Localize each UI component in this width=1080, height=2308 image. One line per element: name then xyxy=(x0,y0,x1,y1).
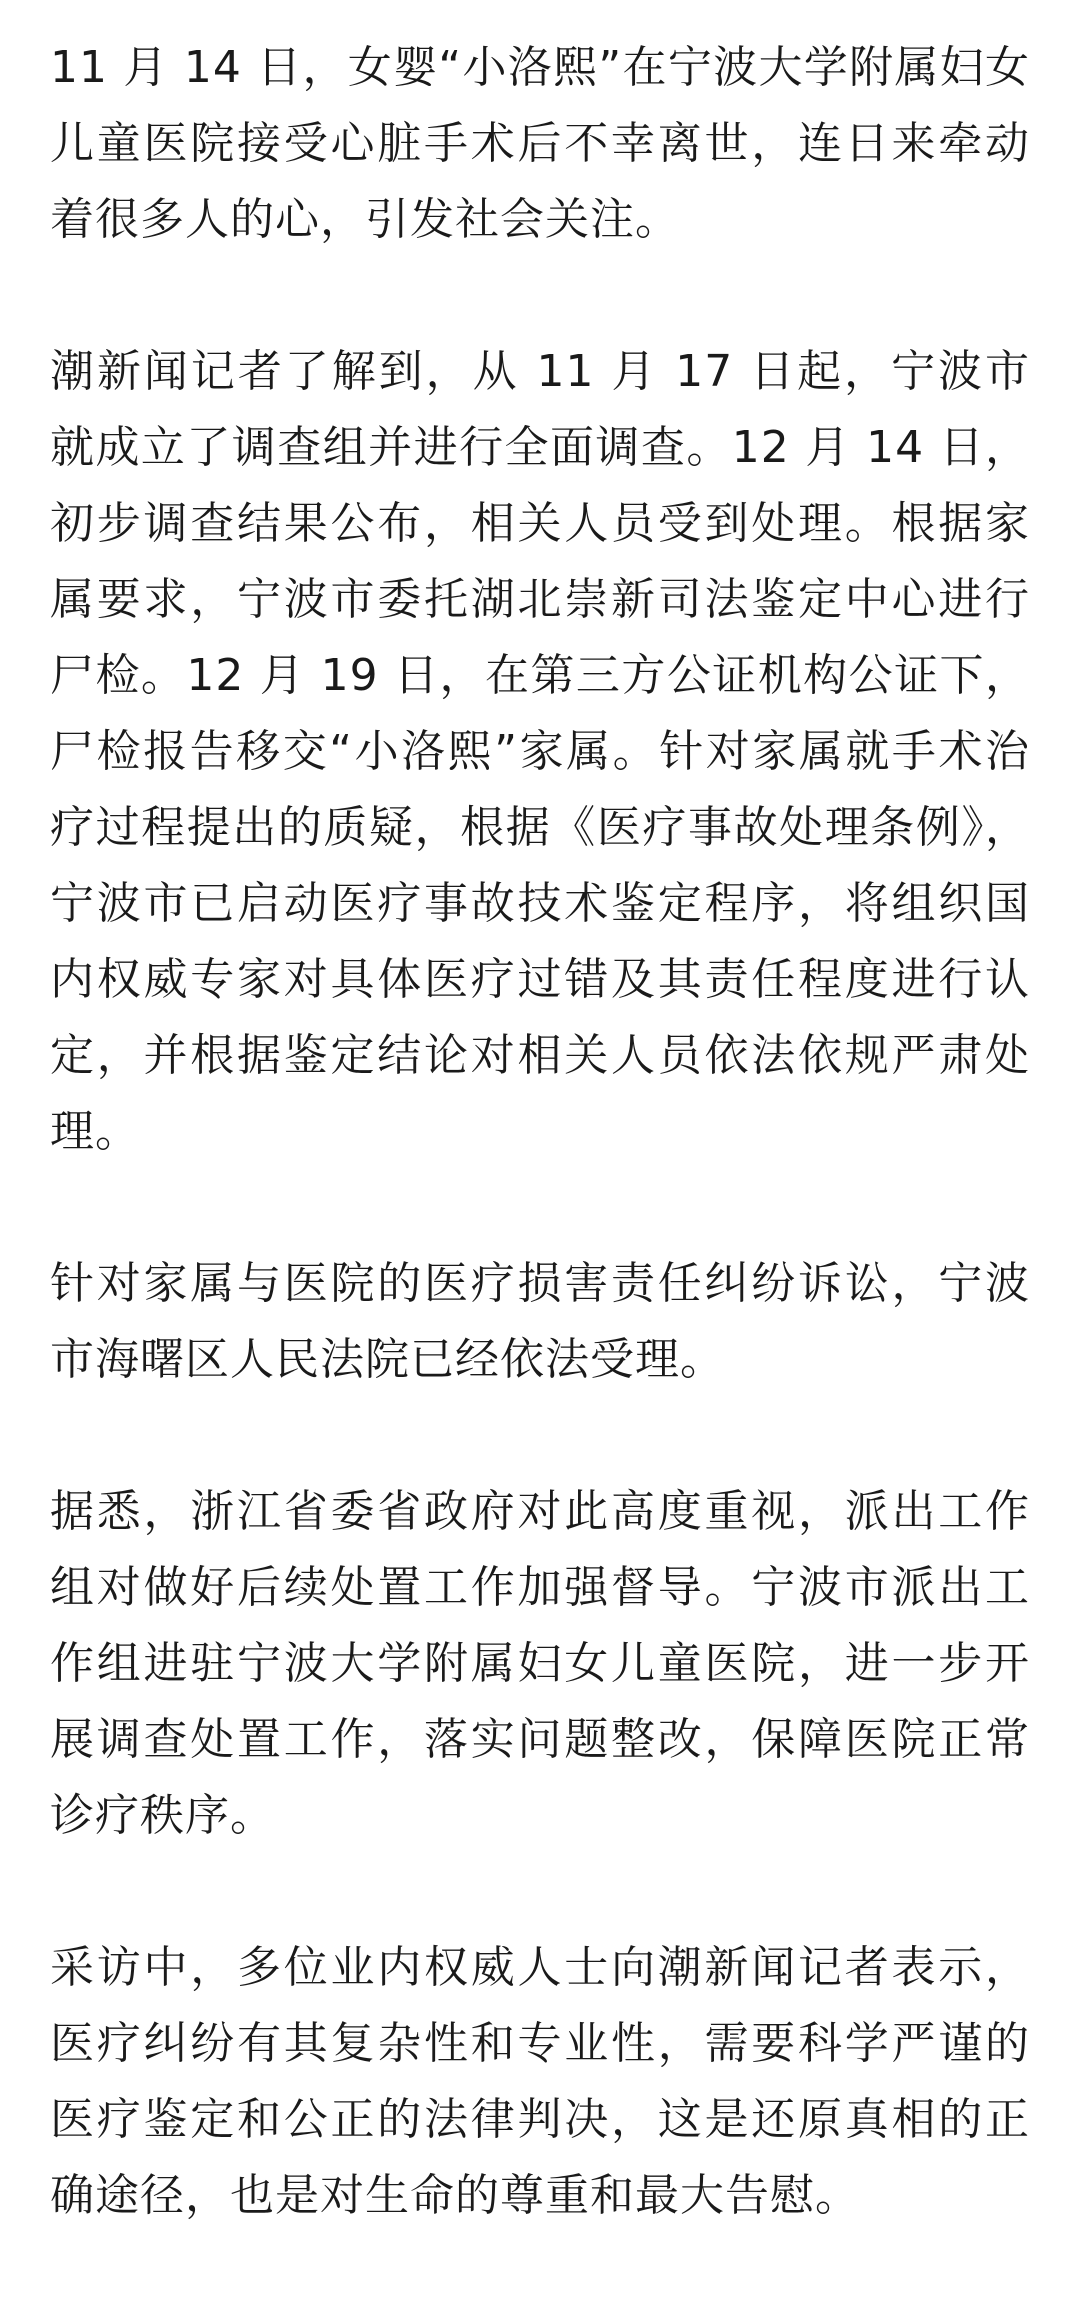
article-paragraph: 针对家属与医院的医疗损害责任纠纷诉讼，宁波市海曙区人民法院已经依法受理。 xyxy=(50,1258,1030,1385)
article-paragraph: 据悉，浙江省委省政府对此高度重视，派出工作组对做好后续处置工作加强督导。宁波市派出工作组进驻宁波大学附属妇女儿童医院，进一步开展调查处置工作，落实问题整改，保障医院正常诊疗秩序。 xyxy=(50,1486,1030,1841)
article-paragraph: 潮新闻记者了解到，从 11 月 17 日起，宁波市就成立了调查组并进行全面调查。12 月 14 日，初步调查结果公布，相关人员受到处理。根据家属要求，宁波市委托湖北崇新司法鉴定中心进行尸检。12 月 19 日，在第三方公证机构公证下，尸检报告移交“小洛熙”家属。针对家属就手术治疗过程提出的质疑，根据《医疗事故处理条例》，宁波市已启动医疗事故技术鉴定程序，将组织国内权威专家对具体医疗过错及其责任程度进行认定，并根据鉴定结论对相关人员依法依规严肃处理。 xyxy=(50,346,1030,1157)
article-paragraph: 11 月 14 日，女婴“小洛熙”在宁波大学附属妇女儿童医院接受心脏手术后不幸离世，连日来牵动着很多人的心，引发社会关注。 xyxy=(50,42,1030,245)
article-paragraph: 采访中，多位业内权威人士向潮新闻记者表示，医疗纠纷有其复杂性和专业性，需要科学严谨的医疗鉴定和公正的法律判决，这是还原真相的正确途径，也是对生命的尊重和最大告慰。 xyxy=(50,1942,1030,2221)
